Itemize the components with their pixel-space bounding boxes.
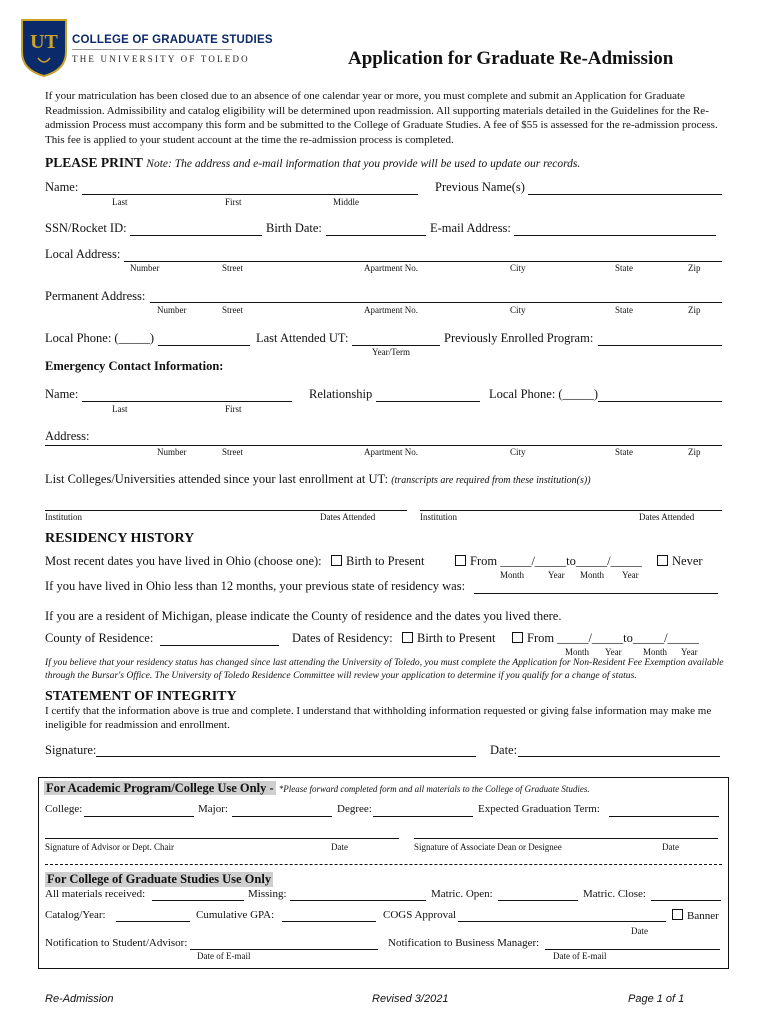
email-label: E-mail Address:: [430, 221, 511, 235]
emergency-address-label: Address:: [45, 429, 90, 443]
matric-close-label: Matric. Close:: [583, 888, 646, 900]
birth-date-field[interactable]: [326, 235, 426, 236]
local-address-label: Local Address:: [45, 247, 121, 261]
county-field[interactable]: [160, 645, 279, 646]
brand-subtitle: THE UNIVERSITY OF TOLEDO: [72, 54, 250, 64]
missing-field[interactable]: [290, 900, 426, 901]
relationship-field[interactable]: [376, 401, 480, 402]
advisor-signature-caption: Signature of Advisor or Dept. Chair: [45, 842, 174, 852]
emergency-heading: Emergency Contact Information:: [45, 359, 224, 373]
date-caption: Date: [662, 842, 679, 852]
last-caption: Last: [112, 197, 128, 207]
integrity-text: I certify that the information above is true and complete. I understand that withholding information requested or giving false information may make me ineligible for readmission and enrollment.: [45, 705, 712, 731]
last-attended-label: Last Attended UT:: [256, 331, 349, 345]
email-field[interactable]: [514, 235, 716, 236]
month-caption: Month: [565, 647, 590, 657]
college-label: College:: [45, 803, 83, 815]
michigan-from-to-option[interactable]: From _____/_____to_____/_____: [512, 631, 699, 646]
permanent-address-field[interactable]: [150, 302, 722, 303]
ssn-label: SSN/Rocket ID:: [45, 221, 127, 235]
zip-caption: Zip: [688, 305, 701, 315]
signature-date-label: Date:: [490, 743, 518, 757]
residency-note: If you believe that your residency status has changed since last attending the University of Toledo, you must complete the Application for Non-Resident Fee Exemption available through the Bursar's Office. The University of Toledo Residence Committee will review your application to determine if you qualify for a change of status.: [45, 657, 724, 681]
previous-state-field[interactable]: [474, 593, 718, 594]
local-address-field[interactable]: [124, 261, 722, 262]
footer-form-name: Re-Admission: [45, 993, 114, 1005]
first-caption: First: [225, 404, 242, 414]
cogs-approval-label: COGS Approval: [383, 909, 457, 921]
dean-signature-field[interactable]: [414, 838, 718, 839]
advisor-signature-field[interactable]: [45, 838, 399, 839]
zip-caption: Zip: [688, 263, 701, 273]
michigan-prompt: If you are a resident of Michigan, please indicate the County of residence and the dates you lived there.: [45, 609, 562, 623]
year-caption: Year: [681, 647, 698, 657]
previously-enrolled-label: Previously Enrolled Program:: [444, 331, 594, 345]
banner-option[interactable]: Banner: [672, 909, 719, 922]
cum-gpa-label: Cumulative GPA:: [196, 909, 275, 921]
integrity-heading: STATEMENT OF INTEGRITY: [45, 689, 237, 704]
footer-page-number: Page 1 of 1: [628, 993, 685, 1005]
city-caption: City: [510, 305, 526, 315]
matric-open-label: Matric. Open:: [431, 888, 493, 900]
date-caption: Date: [631, 926, 648, 936]
local-phone-field[interactable]: [158, 345, 250, 346]
number-caption: Number: [157, 447, 187, 457]
svg-text:UT: UT: [30, 31, 58, 53]
first-caption: First: [225, 197, 242, 207]
county-label: County of Residence:: [45, 631, 154, 645]
last-attended-field[interactable]: [352, 345, 440, 346]
all-materials-field[interactable]: [152, 900, 244, 901]
apt-caption: Apartment No.: [364, 263, 418, 273]
ohio-never-option[interactable]: Never: [657, 554, 703, 569]
matric-close-field[interactable]: [651, 900, 721, 901]
street-caption: Street: [222, 305, 243, 315]
expected-grad-field[interactable]: [609, 816, 719, 817]
ohio-prompt: Most recent dates you have lived in Ohio (choose one):: [45, 554, 322, 568]
emergency-phone-label: Local Phone: (_____): [489, 387, 599, 401]
ohio-birth-to-present-option[interactable]: Birth to Present: [331, 554, 424, 569]
signature-label: Signature:: [45, 743, 97, 757]
ssn-field[interactable]: [130, 235, 262, 236]
degree-field[interactable]: [373, 816, 473, 817]
name-field[interactable]: [82, 194, 418, 195]
institution-field-2[interactable]: [420, 510, 722, 511]
michigan-birth-to-present-option[interactable]: Birth to Present: [402, 631, 495, 646]
year-caption: Year: [605, 647, 622, 657]
local-phone-label: Local Phone: (_____): [45, 331, 155, 345]
catalog-year-label: Catalog/Year:: [45, 909, 106, 921]
checkbox-icon[interactable]: [331, 555, 342, 566]
emergency-name-label: Name:: [45, 387, 79, 401]
missing-label: Missing:: [248, 888, 287, 900]
city-caption: City: [510, 447, 526, 457]
date-email-caption: Date of E-mail: [553, 951, 607, 961]
year-caption: Year: [622, 570, 639, 580]
state-caption: State: [615, 447, 633, 457]
all-materials-label: All materials received:: [45, 888, 146, 900]
middle-caption: Middle: [333, 197, 359, 207]
emergency-phone-field[interactable]: [598, 401, 722, 402]
number-caption: Number: [157, 305, 187, 315]
dates-attended-caption: Dates Attended: [639, 512, 695, 522]
month-caption: Month: [643, 647, 668, 657]
brand-title: COLLEGE OF GRADUATE STUDIES: [72, 34, 273, 46]
year-term-caption: Year/Term: [372, 347, 410, 357]
please-print: PLEASE PRINT Note: The address and e-mail information that you provide will be used to update our records.: [45, 155, 581, 170]
zip-caption: Zip: [688, 447, 701, 457]
colleges-prompt: List Colleges/Universities attended since your last enrollment at UT: (transcripts are required from these institution(s)): [45, 472, 591, 486]
page-title: Application for Graduate Re-Admission: [348, 48, 674, 69]
checkbox-icon[interactable]: [455, 555, 466, 566]
ohio-from-to-option[interactable]: From _____/_____to_____/_____: [455, 554, 642, 569]
checkbox-icon[interactable]: [402, 632, 413, 643]
dean-signature-caption: Signature of Associate Dean or Designee: [414, 842, 562, 852]
college-field[interactable]: [84, 816, 194, 817]
notif-business-field[interactable]: [545, 949, 720, 950]
previously-enrolled-field[interactable]: [598, 345, 722, 346]
cogs-approval-field[interactable]: [458, 921, 666, 922]
institution-caption: Institution: [45, 512, 83, 522]
signature-date-field[interactable]: [518, 756, 720, 757]
dates-attended-caption: Dates Attended: [320, 512, 376, 522]
emergency-address-field[interactable]: [45, 445, 722, 446]
previous-names-field[interactable]: [528, 194, 722, 195]
catalog-year-field[interactable]: [116, 921, 190, 922]
emergency-name-field[interactable]: [82, 401, 292, 402]
signature-field[interactable]: [96, 756, 476, 757]
year-caption: Year: [548, 570, 565, 580]
notif-business-label: Notification to Business Manager:: [388, 937, 540, 949]
cogs-heading: For College of Graduate Studies Use Only: [47, 872, 272, 886]
matric-open-field[interactable]: [498, 900, 578, 901]
residency-heading: RESIDENCY HISTORY: [45, 531, 195, 546]
previous-names-label: Previous Name(s): [435, 180, 525, 194]
apt-caption: Apartment No.: [364, 305, 418, 315]
notif-student-label: Notification to Student/Advisor:: [45, 937, 188, 949]
state-caption: State: [615, 263, 633, 273]
notif-student-field[interactable]: [190, 949, 378, 950]
permanent-address-label: Permanent Address:: [45, 289, 146, 303]
section-divider: [45, 864, 722, 865]
apt-caption: Apartment No.: [364, 447, 418, 457]
number-caption: Number: [130, 263, 160, 273]
ut-shield-icon: [20, 18, 68, 78]
degree-label: Degree:: [337, 803, 372, 815]
office-heading: For Academic Program/College Use Only - *Please forward completed form and all materials to the College of Graduate Studies.: [46, 781, 590, 795]
date-caption: Date: [331, 842, 348, 852]
name-label: Name:: [45, 180, 79, 194]
birth-date-label: Birth Date:: [266, 221, 322, 235]
institution-field-1[interactable]: [45, 510, 407, 511]
cum-gpa-field[interactable]: [282, 921, 376, 922]
institution-caption: Institution: [420, 512, 458, 522]
date-email-caption: Date of E-mail: [197, 951, 251, 961]
last-caption: Last: [112, 404, 128, 414]
month-caption: Month: [580, 570, 605, 580]
major-label: Major:: [198, 803, 228, 815]
month-caption: Month: [500, 570, 525, 580]
state-caption: State: [615, 305, 633, 315]
brand-divider: [72, 49, 232, 50]
dates-of-residency-label: Dates of Residency:: [292, 631, 393, 645]
major-field[interactable]: [232, 816, 332, 817]
intro-paragraph: If your matriculation has been closed due to an absence of one calendar year or more, you must complete and submit an Application for Graduate Readmission. Admissibility and catalog eligibility will be determined upon readmission. All supporting materials detailed in the Guidelines for the Re-admission Process must accompany this form and be submitted to the College of Graduate Studies. A fee of $55 is assessed for the re-admission process. This fee is applied to your student account at the time the re-admission process is completed.: [45, 90, 718, 146]
relationship-label: Relationship: [309, 387, 373, 401]
street-caption: Street: [222, 447, 243, 457]
city-caption: City: [510, 263, 526, 273]
previous-state-label: If you have lived in Ohio less than 12 months, your previous state of residency was:: [45, 579, 466, 593]
footer-revision: Revised 3/2021: [372, 993, 449, 1005]
expected-grad-label: Expected Graduation Term:: [478, 803, 600, 815]
checkbox-icon[interactable]: [657, 555, 668, 566]
street-caption: Street: [222, 263, 243, 273]
checkbox-icon[interactable]: [672, 909, 683, 920]
checkbox-icon[interactable]: [512, 632, 523, 643]
